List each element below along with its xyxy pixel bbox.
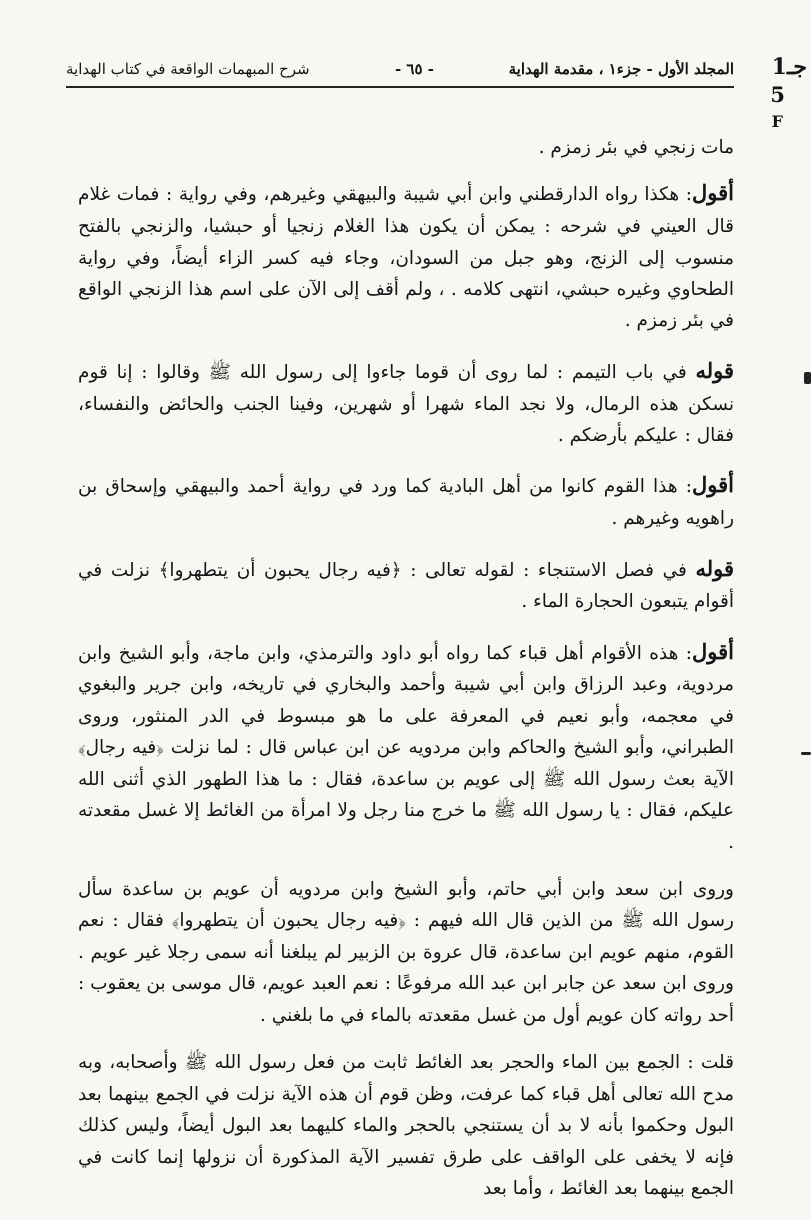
header-volume-info: المجلد الأول - جزء١ ، مقدمة الهداية — [508, 60, 734, 78]
keyword-aqul: أقول — [692, 180, 734, 206]
scan-speck — [804, 372, 811, 384]
keyword-aqul: أقول — [692, 638, 734, 664]
paragraph — [78, 132, 734, 163]
page-body — [78, 132, 734, 1220]
margin-number-mark: 5 — [770, 82, 785, 107]
paragraph-text: : هذا القوم كانوا من أهل البادية كما ورد في رواية أحمد والبيهقي وإسحاق بن راهويه وغيرهم . — [78, 476, 734, 530]
paragraph-text: : هذه الأقوام أهل قباء كما رواه أبو داود والترمذي، وابن ماجة، وأبو الشيخ وابن مردوية، وعبد الرزاق وابن أبي شيبة وأحمد والبخاري في تاريخه، وابن جرير والبغوي في معجمه، وأبو نعيم في المعرفة على ما هو مبسوط في الدر المنثور، وروى الطبراني، وأبو الشيخ والحاكم وابن مردويه عن ابن عباس قال : لما نزلت ﴿فيه رجال﴾ الآية بعث رسول الله ﷺ إلى عويم بن ساعدة، فقال : ما هذا الطهور الذي أثنى الله عليكم، فقال : يا رسول الله ﷺ ما خرج منا رجل ولا امرأة من الغائط إلا غسل مقعدته . — [78, 642, 734, 853]
paragraph — [78, 353, 734, 452]
paragraph — [78, 1047, 734, 1204]
paragraph — [78, 175, 734, 336]
running-header — [66, 56, 734, 88]
header-book-title: شرح المبهمات الواقعة في كتاب الهداية — [66, 60, 310, 78]
paragraph-text: مات زنجي في بئر زمزم . — [538, 137, 734, 158]
margin-volume-mark: جـ1 — [771, 54, 807, 80]
paragraph-text: قلت : الجمع بين الماء والحجر بعد الغائط ثابت من فعل رسول الله ﷺ وأصحابه، وبه مدح الله تعالى أهل قباء كما عرفت، وظن قوم أن هذه الآية نزلت في الجمع بينهما بعد البول وحكموا بأنه لا بد أن يستنجي بالحجر والماء كليهما بعد البول أيضاً، وليس كذلك فإنه لا يخفى على الواقف على طرق تفسير الآية المذكورة أن نزولها إنما كانت في الجمع بينهما بعد الغائط ، وأما بعد — [78, 1052, 734, 1199]
paragraph — [78, 551, 734, 618]
paragraph — [78, 467, 734, 534]
keyword-qawluh: قوله — [695, 357, 734, 383]
paragraph — [78, 634, 734, 858]
paragraph-text: وروى ابن سعد وابن أبي حاتم، وأبو الشيخ وابن مردويه أن عويم بن ساعدة سأل رسول الله ﷺ من الذين قال الله فيهم : ﴿فيه رجال يحبون أن يتطهروا﴾ فقال : نعم القوم، منهم عويم ابن ساعدة، قال عروة بن الزبير لم يبلغنا أنه سمى رجلا غير عويم . وروى ابن سعد عن جابر ابن عبد الله مرفوعًا : نعم العبد عويم، قال موسى بن يعقوب : أحد رواته كان عويم أول من غسل مقعدته بالماء في ما بلغني . — [78, 879, 734, 1026]
margin-letter-mark: F — [771, 112, 783, 131]
page-number: - ٦٥ - — [394, 60, 434, 78]
scan-speck — [801, 752, 811, 755]
keyword-qawluh: قوله — [695, 555, 734, 581]
paragraph-text: : هكذا رواه الدارقطني وابن أبي شيبة والبيهقي وغيرهم، وفي رواية : فمات غلام قال العيني في شرحه : يمكن أن يكون هذا الغلام زنجيا أو حبشيا، والزنجي بالفتح منسوب إلى الزنج، وهو جبل من السودان، وجاء فيه كسر الزاء أيضاً، وفي رواية الطحاوي وغيره حبشي، انتهى كلامه . ، ولم أقف إلى الآن على اسم هذا الزنجي الواقع في بئر زمزم . — [78, 184, 734, 332]
paragraph — [78, 874, 734, 1031]
keyword-aqul: أقول — [692, 472, 734, 498]
paragraph-text: في باب التيمم : لما روى أن قوما جاءوا إلى رسول الله ﷺ وقالوا : إنا قوم نسكن هذه الرمال، ولا نجد الماء شهرا أو شهرين، وفينا الجنب والحائض والنفساء، فقال : عليكم بأرضكم . — [78, 361, 734, 446]
paragraph-text: في فصل الاستنجاء : لقوله تعالى : ﴿فيه رجال يحبون أن يتطهروا﴾ نزلت في أقوام يتبعون الحجارة الماء . — [78, 559, 734, 613]
